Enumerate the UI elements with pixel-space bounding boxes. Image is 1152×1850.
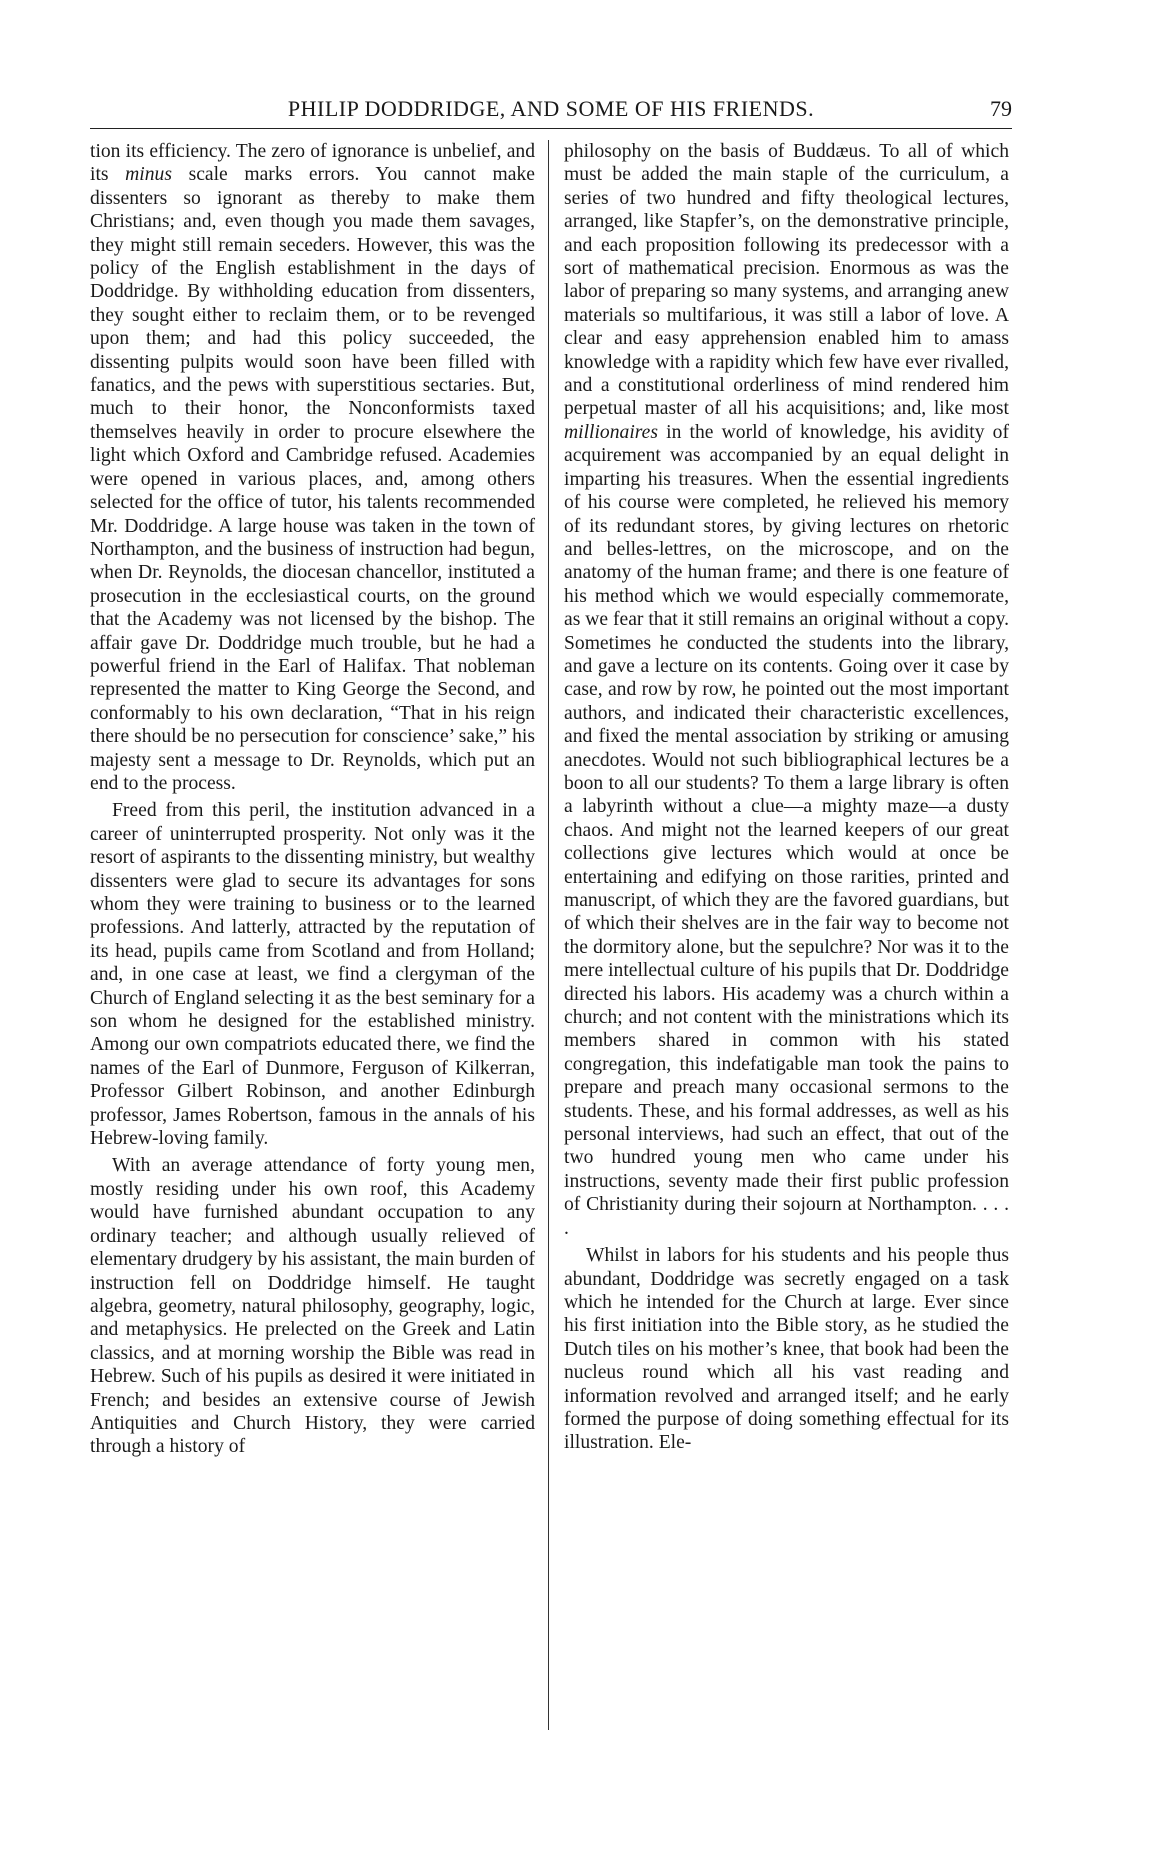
header-rule	[90, 128, 1012, 129]
right-column	[564, 140, 1009, 1455]
left-paragraph-3: With an average attendance of forty young men, mostly residing under his own roof, this Academy would have furnished abundant occupation to any ordinary teacher; and although usually relieved of elementary drudgery by his assistant, the main burden of instruction fell on Doddridge himself. He taught algebra, geometry, natural philosophy, geography, logic, and metaphysics. He prelected on the Greek and Latin classics, and at morning worship the Bible was read in Hebrew. Such of his pupils as desired it were initiated in French; and besides an extensive course of Jewish Antiquities and Church History, they were carried through a history of	[90, 1155, 535, 1458]
right-paragraph-2: Whilst in labors for his students and his people thus abundant, Doddridge was secretly engaged on a task which he intended for the Church at large. Ever since his first initiation into the Bible story, as he studied the Dutch tiles on his mother’s knee, that book had been the nucleus round which all his vast reading and information revolved and arranged itself; and he early formed the purpose of doing something effectual for its illustration. Ele-	[564, 1245, 1009, 1454]
left-paragraph-1: tion its efficiency. The zero of ignorance is unbelief, and its minus scale marks errors. You cannot make dissenters so ignorant as thereby to make them Christians; and, even though you made them savages, they might still remain seceders. However, this was the policy of the English establishment in the days of Doddridge. By withholding education from dissenters, they sought either to reclaim them, or to be revenged upon them; and had this policy succeeded, the dissenting pulpits would soon have been filled with fanatics, and the pews with superstitious sectaries. But, much to their honor, the Nonconformists taxed themselves heavily in order to procure elsewhere the light which Oxford and Cambridge refused. Academies were opened in various places, and, among others selected for the office of tutor, his talents recommended Mr. Doddridge. A large house was taken in the town of Northampton, and the business of instruction had begun, when Dr. Reynolds, the diocesan chancellor, instituted a prosecution in the ecclesiastical courts, on the ground that the Academy was not licensed by the bishop. The affair gave Dr. Doddridge much trouble, but he had a powerful friend in the Earl of Halifax. That nobleman represented the matter to King George the Second, and conformably to his own declaration, “That in his reign there should be no persecution for conscience’ sake,” his majesty sent a message to Dr. Reynolds, which put an end to the process.	[90, 141, 535, 794]
left-paragraph-2: Freed from this peril, the institution advanced in a career of uninterrupted prosperity. Not only was it the resort of aspirants to the dissenting ministry, but wealthy dissenters were glad to secure its advantages for sons whom they were training to business or to the learned professions. And latterly, attracted by the reputation of its head, pupils came from Scotland and from Holland; and, in one case at least, we find a clergyman of the Church of England selecting it as the best seminary for a son whom he designed for the established ministry. Among our own compatriots educated there, we find the names of the Earl of Dunmore, Ferguson of Kilkerran, Professor Gilbert Robinson, and another Edinburgh professor, James Robertson, famous in the annals of his Hebrew-loving family.	[90, 800, 535, 1150]
running-title: PHILIP DODDRIDGE, AND SOME OF HIS FRIENDS.	[287, 96, 815, 121]
page-header	[90, 92, 1012, 124]
right-paragraph-1: philosophy on the basis of Buddæus. To all of which must be added the main staple of the curriculum, a series of two hundred and fifty theological lectures, arranged, like Stapfer’s, on the demonstrative principle, and each proposition following its predecessor with a sort of mathematical precision. Enormous as was the labor of preparing so many systems, and arranging anew materials so multifarious, it was still a labor of love. A clear and easy apprehension enabled him to amass knowledge with a rapidity which few have ever rivalled, and a constitutional orderliness of mind rendered him perpetual master of all his acquisitions; and, like most millionaires in the world of knowledge, his avidity of acquirement was accompanied by an equal delight in imparting his treasures. When the essential ingredients of his course were completed, he relieved his memory of its redundant stores, by giving lectures on rhetoric and belles-lettres, on the microscope, and on the anatomy of the human frame; and there is one feature of his method which we would especially commemorate, as we fear that it still remains an original without a copy. Sometimes he conducted the students into the library, and gave a lecture on its contents. Going over it case by case, and row by row, he pointed out the most important authors, and indicated their characteristic excellences, and fixed the mental association by striking or amusing anecdotes. Would not such bibliographical lectures be a boon to all our students? To them a large library is often a labyrinth without a clue—a mighty maze—a dusty chaos. And might not the learned keepers of our great collections give lectures which would at once be entertaining and edifying on those rarities, printed and manuscript, of which they are the favored guardians, but of which their shelves are in the fair way to become not the dormitory alone, but the sepulchre? Nor was it to the mere intellectual culture of his pupils that Dr. Doddridge directed his labors. His academy was a church within a church; and not content with the ministrations which its members shared in common with his stated congregation, this indefatigable man took the pains to prepare and preach many occasional sermons to the students. These, and his formal addresses, as well as his personal interviews, had such an effect, that out of the two hundred young men who came under his instructions, seventy made their first public profession of Christianity during their sojourn at Northampton. . . . .	[564, 141, 1009, 1239]
page-number: 79	[990, 96, 1012, 121]
column-divider	[548, 140, 549, 1730]
left-column	[90, 140, 535, 1459]
